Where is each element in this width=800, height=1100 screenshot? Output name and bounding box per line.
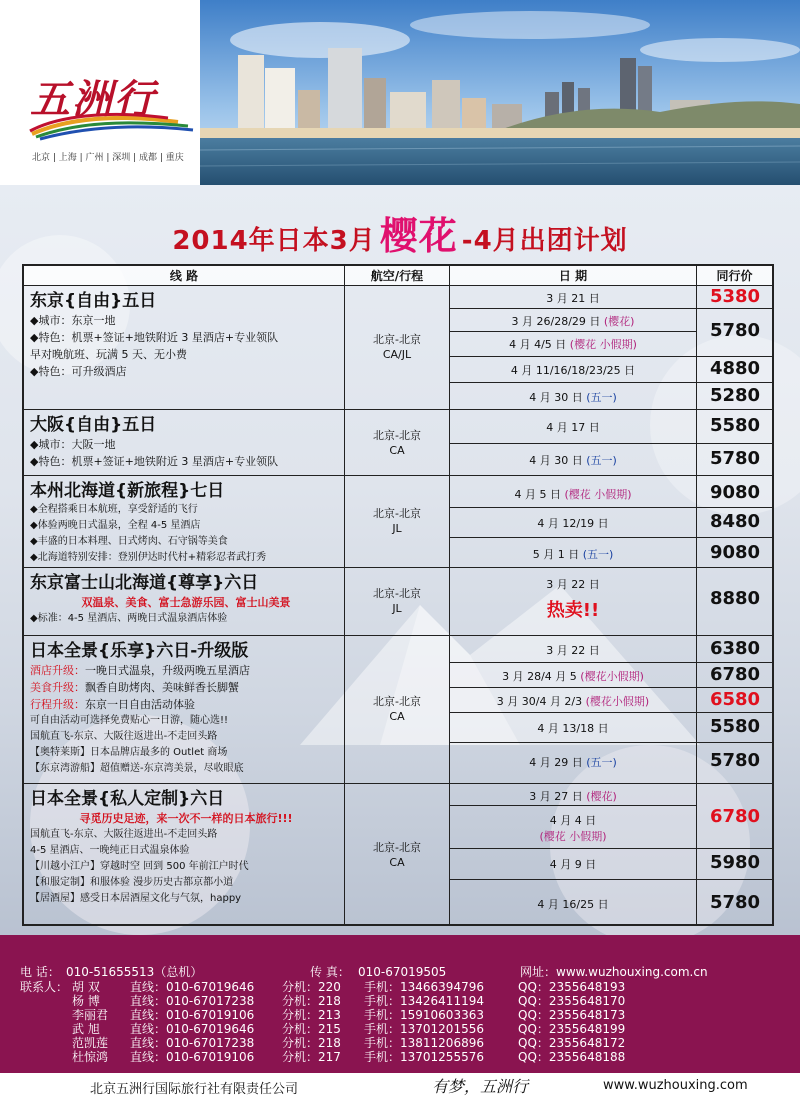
- price-cell: 8480: [709, 511, 761, 532]
- route-line: ◆全程搭乘日本航班，享受舒适的飞行: [30, 504, 198, 515]
- upgrade-text: 飘香自助烤肉、美味鲜香长脚蟹: [85, 681, 239, 694]
- date-cell: 4 月 12/19 日: [537, 517, 609, 530]
- date-cell: 4 月 16/25 日: [537, 898, 609, 911]
- date-cell: [450, 313, 696, 329]
- route-line: ◆特色：机票+签证+地铁附近 3 星酒店+专业领队: [30, 455, 279, 468]
- route-title: 日本全景{私人定制}六日: [30, 789, 225, 809]
- date-cell: 4 月 9 日: [549, 858, 597, 871]
- price-cell: 6580: [709, 689, 761, 710]
- route-line: 国航直飞-东京、大阪往返进出-不走回头路: [30, 829, 218, 840]
- tour-section-honshu-hokkaido: [24, 476, 772, 568]
- airline-code: CA: [389, 444, 405, 457]
- price-cell: 5780: [709, 750, 761, 771]
- route-line: 国航直飞-东京、大阪往返进出-不走回头路: [30, 731, 218, 742]
- route-line: [30, 679, 342, 696]
- table-header-row: [24, 266, 772, 286]
- price-cell: 9080: [709, 542, 761, 563]
- airline-code: CA: [389, 856, 405, 869]
- contact-name: 范凯莲: [72, 1036, 109, 1050]
- airline-code: JL: [392, 602, 402, 615]
- row-divider: [450, 537, 772, 538]
- contact-direct: 直线：010-67019106: [130, 1050, 255, 1064]
- date-cell: [450, 389, 696, 405]
- date-note: (五一): [582, 548, 614, 561]
- airline-cell: [346, 840, 448, 870]
- price-cell: 9080: [709, 482, 761, 503]
- upgrade-label: 美食升级：: [30, 681, 85, 694]
- row-divider: [450, 356, 772, 357]
- route-cell: [30, 480, 342, 566]
- route-title: 东京富士山北海道{尊享}六日: [30, 573, 259, 593]
- route-title: 大阪{自由}五日: [30, 415, 157, 435]
- date-cell: [450, 452, 696, 468]
- hot-sale-badge: 热卖!!: [546, 600, 600, 621]
- contact-qq: QQ：2355648173: [518, 1008, 626, 1022]
- date-cell: [450, 336, 696, 352]
- date-text: 3 月 30/4 月 2/3: [496, 695, 586, 708]
- date-text: 4 月 30 日: [529, 391, 587, 404]
- route-line: [30, 696, 342, 713]
- date-divider: [450, 331, 696, 332]
- route-title: 东京{自由}五日: [30, 291, 157, 311]
- contact-mobile[interactable]: 手机：13466394796: [364, 980, 484, 994]
- price-cell: 4880: [709, 358, 761, 379]
- route-line: 【和服定制】和服体验 漫步历史古都京都小道: [30, 877, 234, 888]
- contact-ext: 分机：217: [282, 1050, 341, 1064]
- logo: [28, 62, 198, 172]
- airline-code: CA/JL: [382, 348, 412, 361]
- date-text: 3 月 27 日: [529, 790, 587, 803]
- company-name: 北京五洲行国际旅行社有限责任公司: [90, 1082, 299, 1097]
- date-note: (五一): [586, 756, 617, 769]
- price-cell: 5780: [709, 448, 761, 469]
- route-line: ◆丰盛的日本料理、日式烤肉、石守锅等美食: [30, 536, 228, 547]
- route-line: 早对晚航班、玩满 5 天、无小费: [30, 348, 187, 361]
- title-highlight: 樱花: [379, 213, 458, 258]
- date-note: (五一): [586, 454, 617, 467]
- price-cell: 5780: [709, 892, 761, 913]
- contact-qq: QQ：2355648172: [518, 1036, 626, 1050]
- date-cell: 4 月 4 日: [549, 814, 597, 827]
- contact-mobile[interactable]: 手机：13811206896: [364, 1036, 484, 1050]
- price-cell: 5980: [709, 852, 761, 873]
- airline-code: JL: [392, 522, 402, 535]
- header-price: 同行价: [716, 269, 753, 283]
- fax-number: 010-67019505: [358, 965, 447, 979]
- contact-qq: QQ：2355648188: [518, 1050, 626, 1064]
- tour-section-osaka-free: [24, 410, 772, 476]
- date-text: 4 月 5 日: [514, 488, 565, 501]
- footer-bottom-bar: [0, 1073, 800, 1100]
- date-note: (五一): [586, 391, 617, 404]
- tour-section-tokyo-free: [24, 286, 772, 410]
- contact-name: 武 旭: [72, 1022, 100, 1036]
- upgrade-label: 酒店升级：: [30, 664, 85, 677]
- row-divider: [450, 848, 772, 849]
- page-title: [0, 205, 800, 260]
- route-line: ◆特色：可升级酒店: [30, 365, 127, 378]
- date-note: (樱花 小假期): [539, 830, 607, 843]
- row-divider: [450, 507, 772, 508]
- price-cell: 6780: [709, 806, 761, 827]
- date-cell: 3 月 22 日: [546, 644, 600, 657]
- contact-direct: 直线：010-67019646: [130, 980, 255, 994]
- date-text: 4 月 4/5 日: [509, 338, 570, 351]
- contact-mobile[interactable]: 手机：15910603363: [364, 1008, 484, 1022]
- contact-ext: 分机：215: [282, 1022, 341, 1036]
- footer-website[interactable]: www.wuzhouxing.com: [603, 1078, 748, 1093]
- tour-section-japan-panorama-deluxe: [24, 636, 772, 784]
- contact-name: 李丽君: [72, 1008, 109, 1022]
- airline-route: 北京-北京: [373, 507, 421, 520]
- contact-direct: 直线：010-67019646: [130, 1022, 255, 1036]
- contact-name: 胡 双: [72, 980, 100, 994]
- date-cell: [450, 486, 696, 502]
- route-line: ◆特色：机票+签证+地铁附近 3 星酒店+专业领队: [30, 331, 279, 344]
- title-prefix: 2014年日本3月: [172, 226, 376, 256]
- date-cell: 3 月 22 日: [546, 578, 600, 591]
- route-line: 可自由活动可选择免费贴心一日游，随心选!!: [30, 715, 229, 726]
- contact-label: 联系人：: [20, 980, 69, 994]
- row-divider: [450, 879, 772, 880]
- logo-cities: 北京 | 上海 | 广州 | 深圳 | 成都 | 重庆: [32, 153, 184, 163]
- logo-text: 五洲行: [30, 76, 156, 123]
- web-label: 网址：: [520, 965, 557, 979]
- route-line: 【奥特莱斯】日本品牌店最多的 Outlet 商场: [30, 747, 228, 758]
- price-cell: 5580: [709, 716, 761, 737]
- date-note: (樱花小假期): [585, 695, 650, 708]
- airline-route: 北京-北京: [373, 429, 421, 442]
- phone-label: 电 话：: [20, 965, 60, 979]
- price-cell: 5280: [709, 385, 761, 406]
- route-line: ◆北海道特别安排：登别伊达时代村+精彩忍者武打秀: [30, 552, 267, 563]
- contact-ext: 分机：220: [282, 980, 341, 994]
- row-divider: [450, 308, 772, 309]
- web-url[interactable]: www.wuzhouxing.com.cn: [556, 965, 708, 979]
- contact-direct: 直线：010-67019106: [130, 1008, 255, 1022]
- route-cell: [30, 414, 342, 470]
- header: [0, 0, 800, 185]
- route-cell: [30, 788, 342, 907]
- logo-swoosh-icon: [28, 112, 198, 142]
- date-cell: [450, 693, 696, 709]
- airline-route: 北京-北京: [373, 333, 421, 346]
- route-line: 【川越小江户】穿越时空 回到 500 年前江户时代: [30, 861, 249, 872]
- tour-section-fuji-hokkaido: [24, 568, 772, 636]
- price-cell: 5380: [709, 286, 761, 307]
- contact-ext: 分机：218: [282, 994, 341, 1008]
- contact-mobile[interactable]: 手机：13426411194: [364, 994, 484, 1008]
- date-text: 5 月 1 日: [532, 548, 583, 561]
- city-beach-photo: [200, 0, 800, 185]
- route-line: ◆标准：4-5 星酒店、两晚日式温泉酒店体验: [30, 613, 228, 624]
- contact-qq: QQ：2355648199: [518, 1022, 626, 1036]
- price-cell: 8880: [709, 588, 761, 609]
- airline-cell: [346, 694, 448, 724]
- row-divider: [450, 382, 772, 383]
- contact-mobile[interactable]: 手机：13701201556: [364, 1022, 484, 1036]
- airline-cell: [346, 332, 448, 362]
- date-cell: [450, 754, 696, 770]
- price-cell: 6380: [709, 638, 761, 659]
- date-text: 3 月 26/28/29 日: [511, 315, 604, 328]
- route-cell: [30, 290, 342, 380]
- header-date: 日 期: [558, 269, 588, 283]
- date-text: 3 月 28/4 月 5: [502, 670, 581, 683]
- contact-qq: QQ：2355648193: [518, 980, 626, 994]
- row-divider: [450, 443, 772, 444]
- slogan: 有梦，五洲行: [432, 1077, 529, 1096]
- fax-label: 传 真：: [310, 965, 350, 979]
- row-divider: [450, 712, 772, 713]
- route-line: ◆城市：东京一地: [30, 314, 116, 327]
- contact-mobile[interactable]: 手机：13701255576: [364, 1050, 484, 1064]
- route-cell: [30, 572, 342, 627]
- route-line: 4-5 星酒店、一晚纯正日式温泉体验: [30, 845, 190, 856]
- row-divider: [450, 742, 772, 743]
- route-line: ◆体验两晚日式温泉，全程 4-5 星酒店: [30, 520, 201, 531]
- date-cell: [450, 668, 696, 684]
- upgrade-text: 一晚日式温泉，升级两晚五星酒店: [85, 664, 250, 677]
- date-note: (樱花): [603, 315, 635, 328]
- contact-name: 杜惊鸿: [72, 1050, 109, 1064]
- route-title: 日本全景{乐享}六日-升级版: [30, 641, 249, 661]
- route-highlight: 双温泉、美食、富士急游乐园、富士山美景: [81, 596, 291, 609]
- route-highlight: 寻觅历史足迹，来一次不一样的日本旅行!!!: [79, 812, 293, 825]
- date-note: (樱花 小假期): [564, 488, 632, 501]
- airline-route: 北京-北京: [373, 695, 421, 708]
- header-airline: 航空/行程: [370, 269, 424, 283]
- date-text: 4 月 30 日: [529, 454, 587, 467]
- upgrade-text: 东京一日自由活动体验: [85, 698, 195, 711]
- route-line: [30, 662, 342, 679]
- tour-section-japan-panorama-custom: [24, 784, 772, 924]
- row-divider: [450, 687, 772, 688]
- airline-route: 北京-北京: [373, 841, 421, 854]
- airline-route: 北京-北京: [373, 587, 421, 600]
- header-route: 线 路: [169, 269, 199, 283]
- route-line: 【居酒屋】感受日本居酒屋文化与气氛，happy: [30, 893, 242, 904]
- date-cell: [450, 828, 696, 844]
- airline-cell: [346, 506, 448, 536]
- route-title: 本州北海道{新旅程}七日: [30, 481, 225, 501]
- contact-ext: 分机：218: [282, 1036, 341, 1050]
- date-text: 4 月 29 日: [529, 756, 587, 769]
- date-note: (樱花): [586, 790, 617, 803]
- date-cell: 4 月 17 日: [546, 421, 600, 434]
- contact-qq: QQ：2355648170: [518, 994, 626, 1008]
- airline-code: CA: [389, 710, 405, 723]
- phone-number[interactable]: 010-51655513（总机）: [66, 965, 203, 979]
- date-note: (樱花小假期): [580, 670, 644, 683]
- price-cell: 6780: [709, 664, 761, 685]
- contact-direct: 直线：010-67017238: [130, 994, 255, 1008]
- airline-cell: [346, 428, 448, 458]
- date-cell: 4 月 13/18 日: [537, 722, 609, 735]
- date-cell: [450, 788, 696, 804]
- upgrade-label: 行程升级：: [30, 698, 85, 711]
- title-suffix: -4月出团计划: [461, 226, 628, 256]
- airline-cell: [346, 586, 448, 616]
- route-line: ◆城市：大阪一地: [30, 438, 116, 451]
- tour-schedule-table: [22, 264, 774, 926]
- date-cell: [450, 546, 696, 562]
- date-note: (樱花 小假期): [569, 338, 637, 351]
- price-cell: 5580: [709, 415, 761, 436]
- date-cell: 4 月 11/16/18/23/25 日: [510, 364, 636, 377]
- row-divider: [450, 662, 772, 663]
- date-divider: [450, 805, 696, 806]
- route-line: 【东京湾游船】超值赠送-东京湾美景，尽收眼底: [30, 763, 244, 774]
- contact-ext: 分机：213: [282, 1008, 341, 1022]
- date-cell: 3 月 21 日: [546, 292, 600, 305]
- contact-direct: 直线：010-67017238: [130, 1036, 255, 1050]
- contact-name: 杨 博: [72, 994, 100, 1008]
- price-cell: 5780: [709, 320, 761, 341]
- route-cell: [30, 640, 342, 777]
